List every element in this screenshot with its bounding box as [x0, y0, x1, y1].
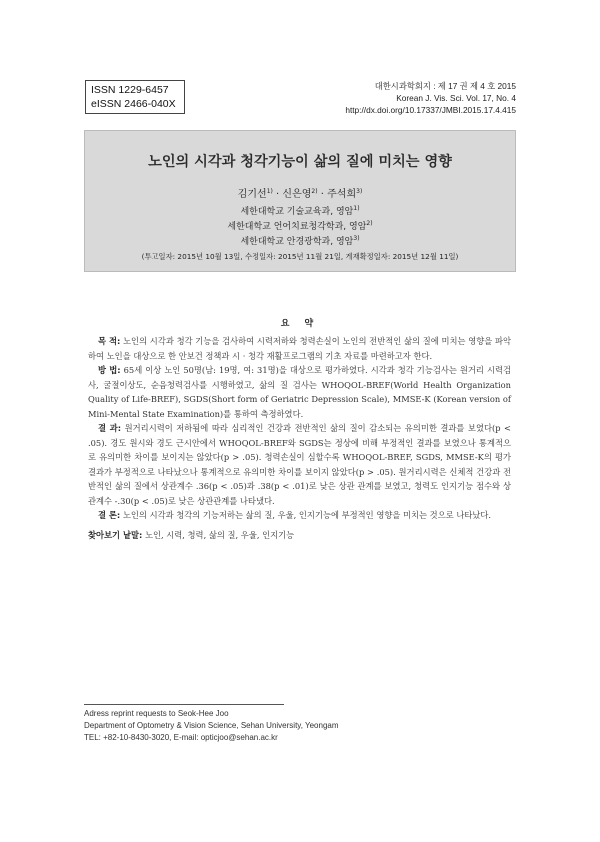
affiliation: 세한대학교 기술교육과, 영암$^{1)}$	[240, 205, 360, 217]
author-separator: ·	[320, 189, 324, 200]
method-text: 65세 이상 노인 50명(남: 19명, 여: 31명)을 대상으로 평가하였다. 시각과 청각 기능검사는 원거리 시력검사, 굴절이상도, 순음청력검사를 시행하였고, 삶의 질 검사는 WHOQOL-BREF(World Health Organization Quality of Life-BREF), SGDS(Short form of Geriatric Depression Scale), MMSE-K (Korean version of Mini-Mental State Examination)를 통하여 측정하였다.	[88, 365, 512, 419]
journal-doi[interactable]: http://dx.doi.org/10.17337/JMBI.2015.17.4.415	[345, 105, 516, 115]
author-mark: 1)	[266, 188, 273, 195]
author-name: 신은영	[282, 189, 312, 200]
affiliation: 세한대학교 언어치료청각학과, 영암$^{2)}$	[227, 220, 373, 232]
submission-dates: (투고일자: 2015년 10월 13일, 수정일자: 2015년 11월 21일, 게재확정일자: 2015년 12월 11일)	[141, 252, 459, 261]
keywords-text: 노인, 시력, 청력, 삶의 질, 우울, 인지기능	[144, 530, 295, 540]
author-name: 주석희	[327, 189, 357, 200]
journal-info	[345, 80, 516, 116]
abstract-body	[88, 334, 511, 523]
paper-title: 노인의 시각과 청각기능이 삶의 질에 미치는 영향	[148, 154, 452, 170]
affiliation: 세한대학교 안경광학과, 영암$^{3)}$	[240, 235, 360, 247]
footnote-line: TEL: +82-10-8430-3020, E-mail: opticjoo@sehan.ac.kr	[84, 733, 278, 742]
purpose-label: 목 적:	[98, 336, 121, 346]
issn-box	[85, 80, 185, 114]
title-block	[84, 130, 516, 272]
abstract-heading: 요 약	[280, 319, 320, 329]
footnote-line: Adress reprint requests to Seok-Hee Joo	[84, 709, 229, 718]
result-label: 결 과:	[98, 423, 122, 433]
abstract-method	[88, 363, 511, 421]
keywords-label: 찾아보기 낱말:	[88, 530, 143, 540]
result-text: 원거리시력이 저하됨에 따라 심리적인 건강과 전반적인 삶의 질이 감소되는 유의미한 결과를 보였다(p < .05). 경도 원시와 경도 근시안에서 WHOQOL-BREF와 SGDS는 정상에 비해 부정적인 결과를 보였으나 통계적으로 유의미한 차이를 보이지는 않았다(p > .05). 청력손실이 심할수록 WHOQOL-BREF, SGDS, MMSE-K의 평가 결과가 부정적으로 나타났으나 통계적으로 유의미한 차이를 보이지 않았다(p > .05). 원거리시력은 신체적 건강과 전반적인 삶의 질에서 상관계수 .36(p < .05)과 .38(p < .01)로 낮은 상관 관계를 보였고, 청력도 인지기능 점수와 상관계수 -.30(p < .05)로 낮은 상관관계를 나타냈다.	[88, 423, 511, 506]
author-separator: ·	[276, 189, 280, 200]
keywords	[88, 529, 511, 541]
purpose-text: 노인의 시각과 청각 기능을 검사하여 시력저하와 청력손실이 노인의 전반적인 삶의 질에 미치는 영향을 파악하여 노인을 대상으로 한 안보건 정책과 시 · 청각 재활프로그램의 기초 자료를 마련하고자 한다.	[88, 336, 511, 361]
conclusion-label: 결 론:	[98, 510, 121, 520]
abstract-result	[88, 421, 511, 508]
author-mark: 2)	[311, 188, 318, 195]
journal-korean: 대한시과학회지 : 제 17 권 제 4 호 2015	[374, 81, 516, 91]
affiliation-list	[85, 205, 515, 250]
footnote-divider	[84, 704, 284, 705]
footnote-line: Department of Optometry & Vision Science, Sehan University, Yeongam	[84, 721, 339, 730]
author-list	[85, 185, 515, 200]
journal-english: Korean J. Vis. Sci. Vol. 17, No. 4	[396, 93, 516, 103]
issn-online: eISSN 2466-040X	[91, 98, 176, 110]
issn-print: ISSN 1229-6457	[91, 84, 169, 96]
method-label: 방 법:	[98, 365, 121, 375]
correspondence-footnote	[84, 708, 339, 744]
author-name: 김기선	[237, 189, 267, 200]
author-mark: 3)	[356, 188, 363, 195]
abstract-purpose	[88, 334, 511, 363]
abstract-conclusion	[88, 508, 511, 523]
conclusion-text: 노인의 시각과 청각의 기능저하는 삶의 질, 우울, 인지기능에 부정적인 영향을 미치는 것으로 나타났다.	[122, 510, 492, 520]
